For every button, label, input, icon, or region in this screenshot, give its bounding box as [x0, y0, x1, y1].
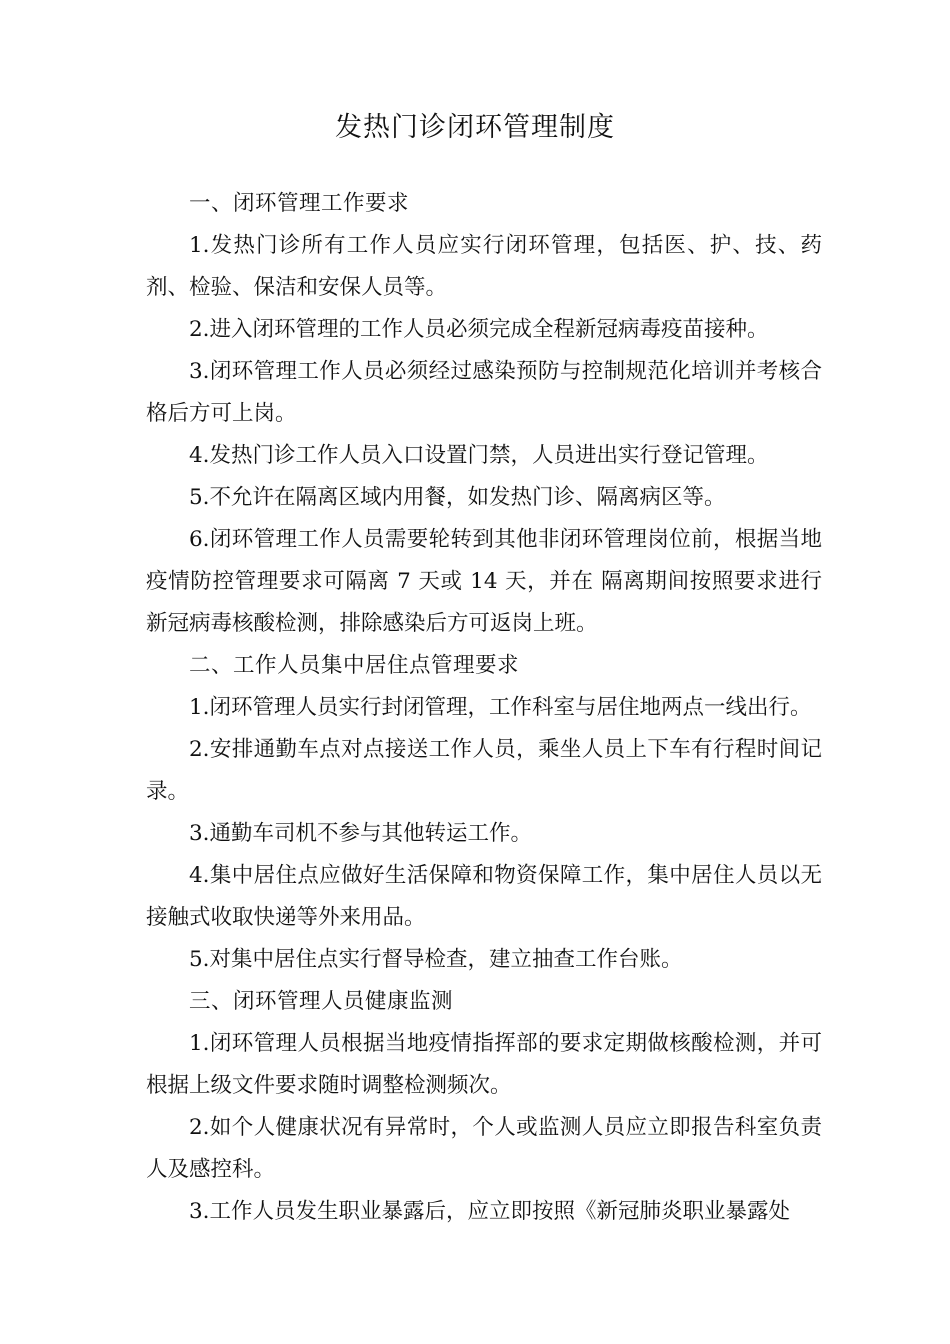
page-title: 发热门诊闭环管理制度: [335, 112, 615, 143]
paragraph-1-1: 1.发热门诊所有工作人员应实行闭环管理，包括医、护、技、药剂、检验、保洁和安保人员等。: [146, 233, 822, 300]
section-heading-3: 三、闭环管理人员健康监测: [189, 989, 454, 1014]
paragraph-3-2: 2.如个人健康状况有异常时，个人或监测人员应立即报告科室负责人及感控科。: [146, 1115, 822, 1182]
paragraph-3-1: 1.闭环管理人员根据当地疫情指挥部的要求定期做核酸检测，并可根据上级文件要求随时调整检测频次。: [146, 1031, 822, 1098]
section-heading-2: 二、工作人员集中居住点管理要求: [189, 653, 520, 678]
paragraph-2-5: 5.对集中居住点实行督导检查，建立抽查工作台账。: [189, 947, 683, 972]
paragraph-1-4: 4.发热门诊工作人员入口设置门禁，人员进出实行登记管理。: [189, 443, 769, 468]
paragraph-2-3: 3.通勤车司机不参与其他转运工作。: [189, 821, 533, 846]
paragraph-1-3: 3.闭环管理工作人员必须经过感染预防与控制规范化培训并考核合格后方可上岗。: [146, 359, 822, 426]
paragraph-2-1: 1.闭环管理人员实行封闭管理，工作科室与居住地两点一线出行。: [189, 695, 812, 720]
paragraph-2-2: 2.安排通勤车点对点接送工作人员，乘坐人员上下车有行程时间记录。: [146, 737, 822, 804]
section-heading-1: 一、闭环管理工作要求: [189, 191, 410, 216]
document-body: [146, 183, 822, 1233]
paragraph-3-3: 3.工作人员发生职业暴露后，应立即按照《新冠肺炎职业暴露处: [189, 1199, 791, 1224]
paragraph-1-6: 6.闭环管理工作人员需要轮转到其他非闭环管理岗位前，根据当地疫情防控管理要求可隔离 7 天或 14 天，并在 隔离期间按照要求进行新冠病毒核酸检测，排除感染后方可返岗上班。: [146, 527, 822, 636]
paragraph-1-5: 5.不允许在隔离区域内用餐，如发热门诊、隔离病区等。: [189, 485, 726, 510]
paragraph-1-2: 2.进入闭环管理的工作人员必须完成全程新冠病毒疫苗接种。: [189, 317, 769, 342]
paragraph-2-4: 4.集中居住点应做好生活保障和物资保障工作，集中居住人员以无接触式收取快递等外来用品。: [146, 863, 822, 930]
